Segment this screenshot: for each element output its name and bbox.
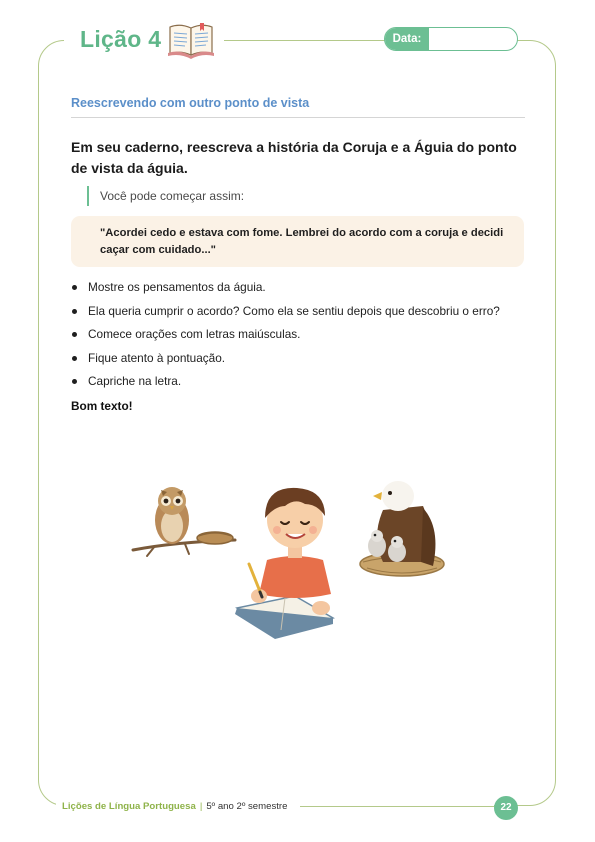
date-field-box[interactable] (384, 27, 518, 51)
page-number: 22 (494, 796, 518, 820)
child-icon (235, 488, 333, 639)
tip-text: Fique atento à pontuação. (88, 350, 226, 365)
date-input[interactable] (429, 28, 517, 50)
quote-box (71, 216, 524, 267)
footer (62, 800, 287, 813)
list-item (71, 303, 500, 320)
tip-text: Ela queria cumprir o acordo? Como ela se sentiu depois que descobriu o erro? (88, 303, 500, 318)
footer-book-title: Lições de Língua Portuguesa (62, 801, 196, 812)
eagle-icon (360, 481, 444, 576)
section-divider (71, 117, 525, 118)
tip-text: Mostre os pensamentos da águia. (88, 280, 266, 294)
date-label: Data: (385, 28, 429, 50)
tip-text: Capriche na letra. (88, 374, 182, 389)
header-rule (228, 40, 388, 41)
list-item (71, 326, 500, 343)
footer-grade: 5º ano 2º semestre (206, 801, 288, 812)
list-item (71, 279, 500, 296)
list-item (71, 373, 500, 390)
hint-text: Você pode começar assim: (87, 186, 244, 206)
open-book-icon (166, 19, 216, 59)
bullet-icon (72, 309, 77, 314)
tip-text: Comece orações com letras maiúsculas. (88, 327, 301, 342)
lesson-title: Lição 4 (80, 26, 162, 52)
bullet-icon (72, 285, 77, 290)
footer-separator: | (199, 801, 203, 812)
footer-rule (300, 806, 496, 807)
list-item (71, 350, 500, 367)
bullet-icon (72, 379, 77, 384)
section-title: Reescrevendo com outro ponto de vista (71, 96, 310, 110)
closing-text: Bom texto! (71, 399, 133, 413)
instruction-text: Em seu caderno, reescreva a história da Coruja e a Águia do ponto de vista da águia. (71, 139, 517, 176)
bullet-icon (72, 356, 77, 361)
quote-text: "Acordei cedo e estava com fome. Lembrei do acordo com a coruja e decidi caçar com cuidado..." (100, 227, 504, 256)
owl-child-eagle-illustration (125, 468, 445, 648)
tips-list (71, 279, 500, 397)
owl-icon (133, 487, 235, 556)
bullet-icon (72, 332, 77, 337)
